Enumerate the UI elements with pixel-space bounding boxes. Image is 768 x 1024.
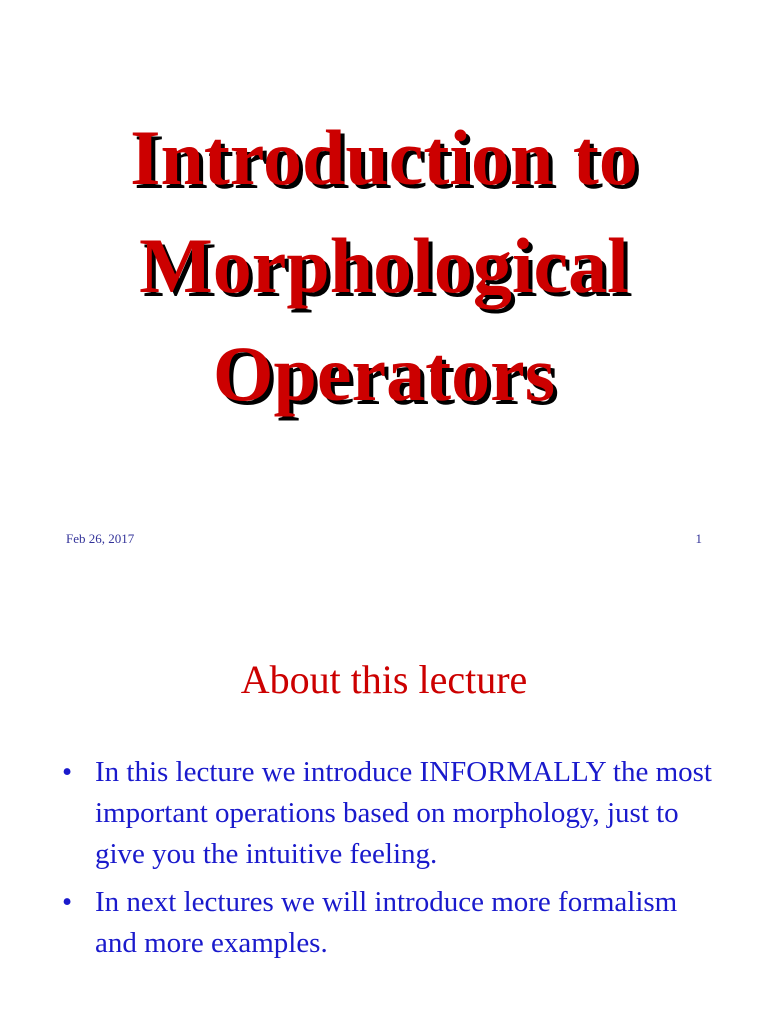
slide-heading: About this lecture [240,657,528,702]
slide-page-number: 1 [695,531,702,546]
bullet-icon: • [62,886,73,918]
bullet-item [62,752,722,875]
slide-title [0,104,768,428]
bullet-icon: • [62,756,73,788]
bullet-text: In next lectures we will introduce more formalism and more examples. [95,886,678,959]
title-line: Introduction to [130,114,638,201]
title-line: Morphological [139,222,629,309]
title-line: Operators [212,330,556,417]
bullet-item [62,882,722,964]
bullet-text: In this lecture we introduce INFORMALLY the most important operations based on morphology, just to give you the intuitive feeling. [95,756,712,870]
bullet-list [62,752,722,971]
slide-date: Feb 26, 2017 [66,531,135,546]
